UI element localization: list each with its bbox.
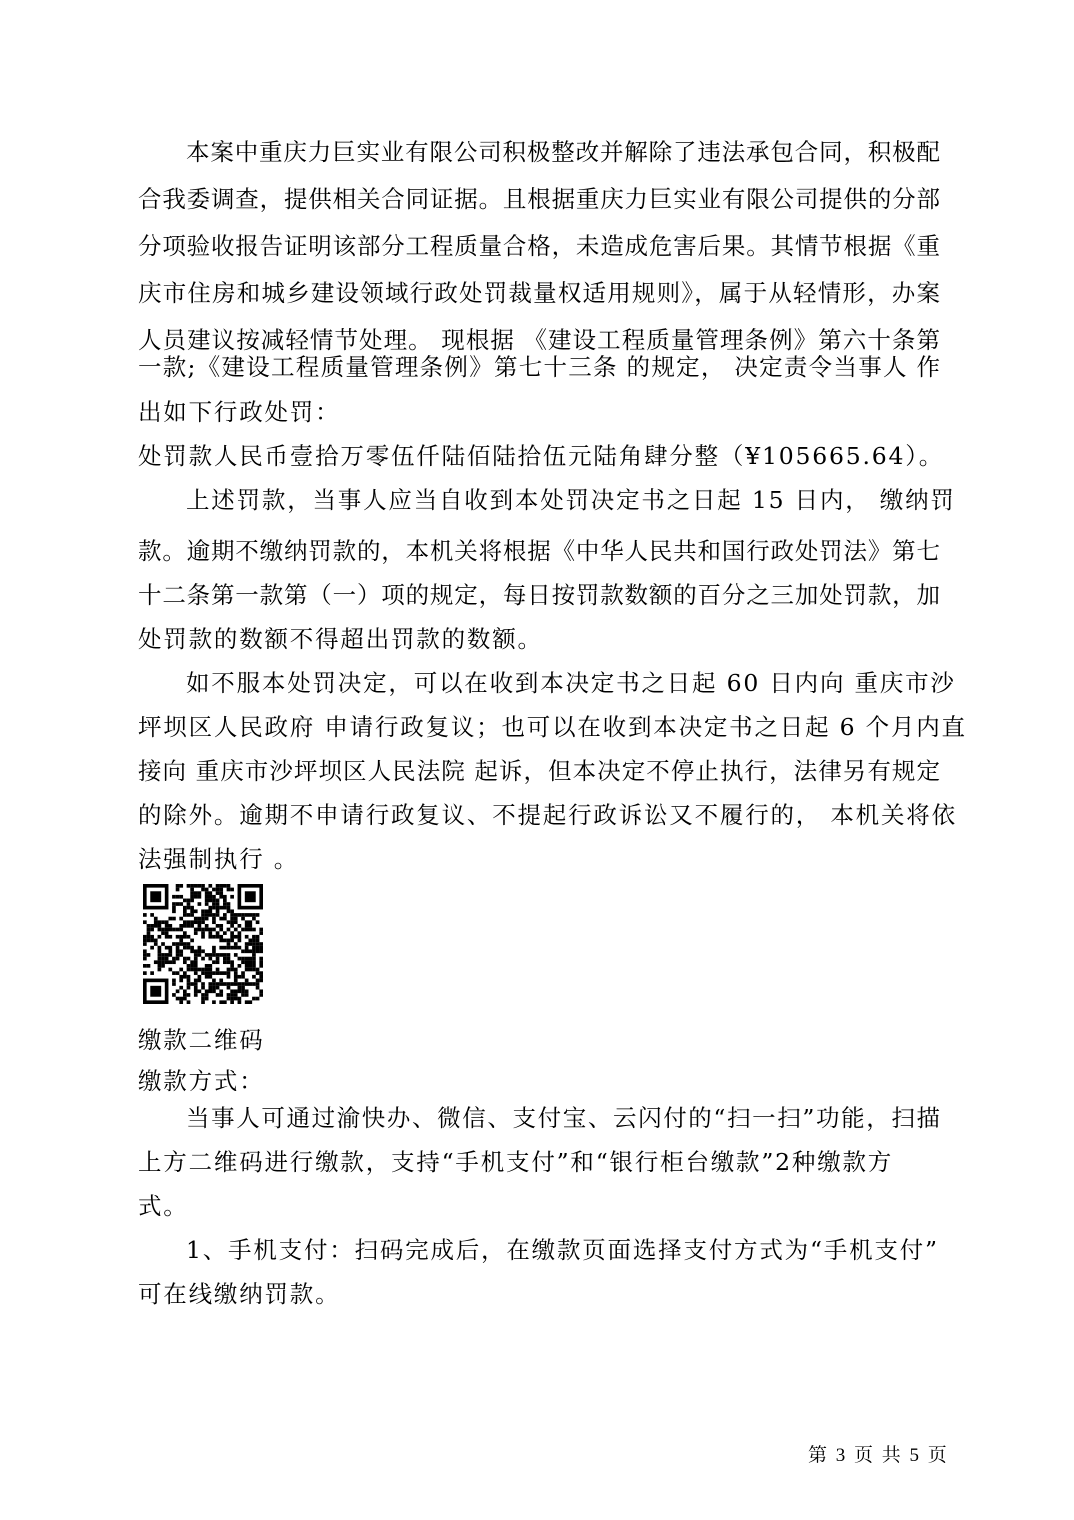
paragraph-line: 出如下行政处罚： — [138, 398, 341, 426]
paragraph-line: 的除外。逾期不申请行政复议、不提起行政诉讼又不履行的， 本机关将依 — [138, 801, 957, 829]
page-number: 第 3 页 共 5 页 — [808, 1445, 949, 1466]
paragraph-line: 分项验收报告证明该部分工程质量合格，未造成危害后果。其情节根据《重 — [138, 232, 940, 260]
paragraph-line: 法强制执行 。 — [138, 845, 300, 873]
paragraph-line: 式。 — [138, 1192, 189, 1220]
paragraph-line: 本案中重庆力巨实业有限公司积极整改并解除了违法承包合同，积极配 — [186, 138, 940, 166]
payment-method-label: 缴款方式： — [138, 1067, 265, 1095]
paragraph-line: 处罚款的数额不得超出罚款的数额。 — [138, 625, 543, 653]
qr-caption: 缴款二维码 — [138, 1026, 265, 1054]
paragraph-line: 上方二维码进行缴款，支持“手机支付”和“银行柜台缴款”2种缴款方 — [138, 1148, 894, 1176]
paragraph-line: 坪坝区人民政府 申请行政复议；也可以在收到本决定书之日起 6 个月内直 — [138, 713, 967, 741]
paragraph-line: 一款;《建设工程质量管理条例》第七十三条 的规定， 决定责令当事人 作 — [138, 353, 940, 381]
paragraph-line: 接向 重庆市沙坪坝区人民法院 起诉，但本决定不停止执行，法律另有规定 — [138, 757, 940, 785]
paragraph-line: 人员建议按减轻情节处理。 现根据 《建设工程质量管理条例》第六十条第 — [138, 326, 940, 354]
paragraph-line: 十二条第一款第（一）项的规定，每日按罚款数额的百分之三加处罚款，加 — [138, 581, 940, 609]
paragraph-line: 如不服本处罚决定，可以在收到本决定书之日起 60 日内向 重庆市沙 — [186, 669, 956, 697]
paragraph-line: 当事人可通过渝快办、微信、支付宝、云闪付的“扫一扫”功能，扫描 — [186, 1104, 940, 1132]
paragraph-line: 款。逾期不缴纳罚款的，本机关将根据《中华人民共和国行政处罚法》第七 — [138, 537, 940, 565]
paragraph-line: 庆市住房和城乡建设领域行政处罚裁量权适用规则》，属于从轻情形，办案 — [138, 279, 940, 307]
paragraph-line: 可在线缴纳罚款。 — [138, 1280, 341, 1308]
paragraph-line: 上述罚款，当事人应当自收到本处罚决定书之日起 15 日内， 缴纳罚 — [186, 486, 956, 514]
penalty-statement: 处罚款人民币壹拾万零伍仟陆佰陆拾伍元陆角肆分整（¥105665.64）。 — [138, 442, 945, 470]
paragraph-line: 1、手机支付：扫码完成后，在缴款页面选择支付方式为“手机支付” — [186, 1236, 939, 1264]
paragraph-line: 合我委调查，提供相关合同证据。且根据重庆力巨实业有限公司提供的分部 — [138, 185, 940, 213]
payment-qr-code-icon — [143, 884, 263, 1004]
